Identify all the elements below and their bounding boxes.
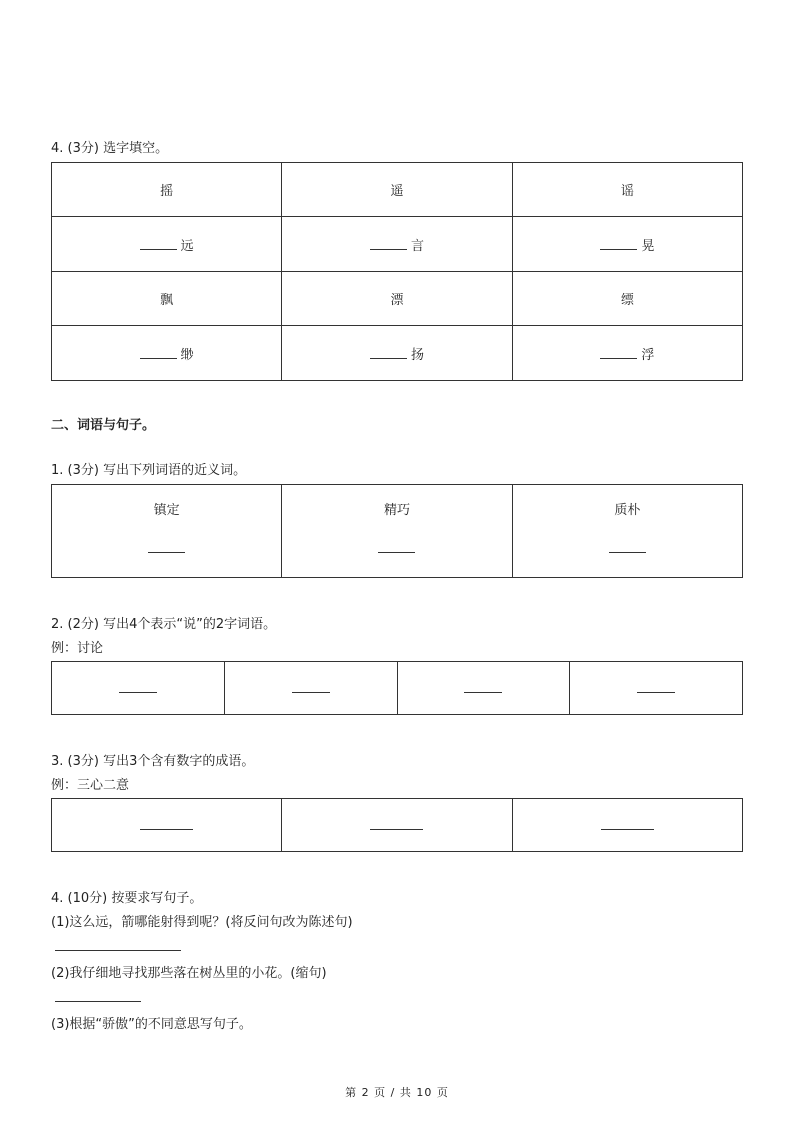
idiom-table bbox=[51, 798, 743, 852]
table-row bbox=[52, 799, 743, 852]
option-cell: 缥 bbox=[512, 272, 742, 326]
answer-blank[interactable] bbox=[148, 540, 185, 553]
question-4b-title: 4. (10分) 按要求写句子。 bbox=[51, 891, 203, 906]
page-footer: 第 2 页 / 共 10 页 bbox=[345, 1086, 449, 1099]
answer-blank[interactable] bbox=[378, 540, 415, 553]
option-cell: 谣 bbox=[512, 163, 742, 217]
fill-cell bbox=[52, 326, 282, 381]
word-label: 精巧 bbox=[383, 503, 410, 518]
say-words-table bbox=[51, 661, 743, 715]
suffix-char: 言 bbox=[410, 238, 424, 254]
answer-cell bbox=[224, 662, 397, 715]
answer-blank[interactable] bbox=[370, 817, 423, 830]
table-row bbox=[52, 163, 743, 217]
fill-cell bbox=[282, 326, 512, 381]
answer-blank[interactable] bbox=[119, 680, 157, 693]
char-select-table bbox=[51, 162, 743, 381]
table-row bbox=[52, 485, 743, 578]
suffix-char: 浮 bbox=[641, 347, 655, 363]
answer-cell bbox=[512, 799, 742, 852]
option-cell: 飘 bbox=[52, 272, 282, 326]
answer-blank[interactable] bbox=[140, 237, 177, 250]
answer-cell bbox=[52, 662, 225, 715]
question-3-title: 3. (3分) 写出3个含有数字的成语。 bbox=[51, 754, 255, 769]
table-row bbox=[52, 326, 743, 381]
answer-blank[interactable] bbox=[600, 237, 637, 250]
answer-cell bbox=[570, 662, 743, 715]
question-2-title: 2. (2分) 写出4个表示“说”的2字词语。 bbox=[51, 617, 277, 632]
table-row bbox=[52, 272, 743, 326]
answer-cell bbox=[282, 799, 512, 852]
fill-cell bbox=[512, 326, 742, 381]
word-label: 镇定 bbox=[153, 503, 180, 518]
answer-blank[interactable] bbox=[370, 237, 407, 250]
sentence-item-2: (2)我仔细地寻找那些落在树丛里的小花。(缩句) bbox=[51, 966, 327, 981]
answer-cell bbox=[52, 799, 282, 852]
answer-blank[interactable] bbox=[370, 346, 407, 359]
option-cell: 遥 bbox=[282, 163, 512, 217]
sentence-item-1: (1)这么远，箭哪能射得到呢？(将反问句改为陈述句) bbox=[51, 915, 353, 930]
option-cell: 摇 bbox=[52, 163, 282, 217]
table-row bbox=[52, 662, 743, 715]
question-4-title: 4. (3分) 选字填空。 bbox=[51, 141, 169, 156]
answer-blank[interactable] bbox=[600, 346, 637, 359]
answer-cell bbox=[397, 662, 570, 715]
fill-cell bbox=[282, 217, 512, 272]
fill-cell bbox=[52, 217, 282, 272]
synonym-table bbox=[51, 484, 743, 578]
sentence-item-3: (3)根据“骄傲”的不同意思写句子。 bbox=[51, 1017, 252, 1032]
question-1-title: 1. (3分) 写出下列词语的近义词。 bbox=[51, 463, 247, 478]
synonym-cell bbox=[512, 485, 742, 578]
table-row bbox=[52, 217, 743, 272]
answer-blank[interactable] bbox=[292, 680, 330, 693]
suffix-char: 远 bbox=[180, 238, 194, 254]
suffix-char: 缈 bbox=[180, 347, 194, 363]
answer-blank[interactable] bbox=[609, 540, 646, 553]
suffix-char: 晃 bbox=[641, 238, 655, 254]
example-text: 例：三心二意 bbox=[51, 778, 130, 793]
synonym-cell bbox=[282, 485, 512, 578]
answer-blank[interactable] bbox=[637, 680, 675, 693]
answer-blank[interactable] bbox=[601, 817, 654, 830]
section-title: 二、词语与句子。 bbox=[51, 418, 156, 433]
answer-blank[interactable] bbox=[140, 346, 177, 359]
suffix-char: 扬 bbox=[410, 347, 424, 363]
option-cell: 漂 bbox=[282, 272, 512, 326]
fill-cell bbox=[512, 217, 742, 272]
example-text: 例：讨论 bbox=[51, 641, 104, 656]
synonym-cell bbox=[52, 485, 282, 578]
answer-blank[interactable] bbox=[140, 817, 193, 830]
word-label: 质朴 bbox=[614, 503, 641, 518]
answer-line[interactable] bbox=[55, 1001, 141, 1002]
answer-line[interactable] bbox=[55, 950, 181, 951]
answer-blank[interactable] bbox=[464, 680, 502, 693]
